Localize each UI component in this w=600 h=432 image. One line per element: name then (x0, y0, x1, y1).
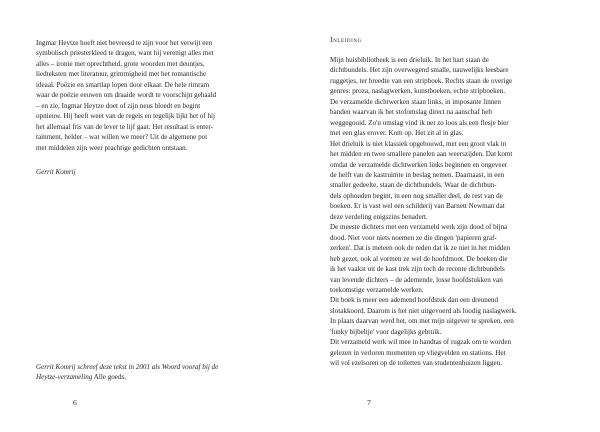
text-line: De meeste dichters met een verzameld werk zijn dood of bijna (330, 223, 508, 232)
footnote-line: Gerrit Komrij schreef deze tekst in 2001 als Woord vooraf bij de (36, 363, 219, 371)
text-line: het midden en twee smallere panelen aan weerszijden. Dat komt (330, 150, 513, 159)
text-line: toekomstige verzamelde werken. (330, 285, 424, 294)
text-line: Dit boek is meer een ademend hoofdstuk dan een dreunend (330, 296, 499, 305)
text-line: liedteksten met literatuur, grimmigheid met het romantische (36, 70, 207, 79)
text-line: heb gezet, ook al vormen ze wel de hoofdmoot. De boeken die (330, 254, 508, 263)
text-line: Mijn huisbibliotheek is een drieluik. In het hart staan de (330, 56, 489, 64)
text-line: ideaal. Poëzie en smartlap lopen door elkaar. De hele rimram (36, 80, 210, 89)
text-line: dood. Niet voor niets noemen ze die dingen 'papieren graf- (330, 233, 497, 242)
text-line: deze verdeling enigszins benadert. (330, 212, 428, 221)
page-number: 6 (73, 398, 77, 407)
text-line: van levende dichters – de ademende, losse hoofdstukken van (330, 275, 503, 284)
introduction-text (330, 55, 580, 369)
text-line: 'funky bijbeltje' voor dagelijks gebruik. (330, 327, 442, 336)
text-line: dichtbundels. Het zijn overwegend smalle, nauwelijks leesbare (330, 66, 509, 75)
text-line: met middelen zijn weer prachtige gedichten ontstaan. (36, 143, 188, 152)
text-line: – en zie, Ingmar Heytze doet of zijn neus bloedt en begint (36, 101, 201, 110)
text-line: met een glas erover. Kom op. Het zit al in glas. (330, 129, 464, 138)
chapter-heading: Inleiding (330, 35, 362, 44)
footnote-title: Heytze-verzameling (36, 373, 93, 382)
right-page (300, 0, 600, 432)
text-line: ik het vaakst uit de kast trek zijn toch de recente dichtbundels (330, 265, 505, 274)
text-line: weggegooid. Zo'n omslag vind ik net zo loos als een flesje bier (330, 118, 509, 127)
text-line: slotakkoord. Daarom is het niet uitgevoerd als loodig naslagwerk. (330, 306, 517, 315)
text-line: dels ophouden begint, in een nog smaller deel, de rest van de (330, 191, 503, 200)
footnote-line (36, 372, 266, 382)
text-line: zerken'. Dat is meteen ook de reden dat ik ze niet in het midden (330, 244, 511, 253)
text-line: symbolisch priesterkleed te dragen, want hij verenigt alles met (36, 49, 214, 58)
text-line: tainment, helder – wat willen we meer? Uit de algemene pot (36, 133, 208, 142)
text-line: alles – ironie met oprechtheid, grote woorden met deuntjes, (36, 59, 205, 68)
text-line: smaller gedeelte, staan de dichtbundels. Waar de dichtbun- (330, 181, 497, 190)
text-line: Het drieluik is niet klassiek opgebouwd, met een groot vlak in (330, 139, 507, 148)
text-line: opnieuw. Hij heeft weet van de regels en tegelijk lijkt het of hij (36, 112, 215, 121)
text-line: ruggetjes, ter breedte van een stripboek. Rechts staan de overige (330, 76, 513, 85)
footnote-book-title: Alle goeds. (92, 373, 127, 382)
page-number: 7 (367, 398, 371, 407)
text-line: omdat de verzamelde dichtwerken links beginnen en ongeveer (330, 160, 508, 169)
text-line: gelezen in verloren momenten op vliegvelden en stations. Het (330, 348, 506, 357)
text-line: waar de poëzie eeuwen om draaide wordt te voorschijn gehaald (36, 91, 217, 100)
foreword-text (36, 38, 266, 153)
text-line: banden waarvan ik het stofomslag direct na aanschaf heb (330, 108, 492, 117)
footnote (36, 362, 266, 383)
text-line: De verzamelde dichtwerken staan links, in imposante linnen (330, 97, 501, 106)
text-line: In plaats daarvan werd het, om met mijn uitgever te spreken, een (330, 317, 514, 326)
text-line: Dit verzameld werk wil mee in handtas of rugzak om te worden (330, 338, 512, 347)
text-line: het allemaal fris van de lever te lijf gaat. Het resultaat is enter- (36, 122, 213, 131)
text-line: genres: proza, naslagwerken, kunstboeken, echte stripboeken. (330, 87, 506, 96)
text-line: wil vol ezelsoren op de toiletten van studentenhuizen liggen. (330, 359, 502, 368)
text-line: de helft van de kastruimte in beslag nemen. Daarnaast, in een (330, 170, 505, 179)
author-signature: Gerrit Komrij (36, 168, 76, 176)
text-line: boeken. Er is vast wel een schilderij van Barnett Newman dat (330, 202, 505, 211)
text-line: Ingmar Heytze hoeft niet bevreesd te zijn voor het verwijt een (36, 39, 213, 47)
